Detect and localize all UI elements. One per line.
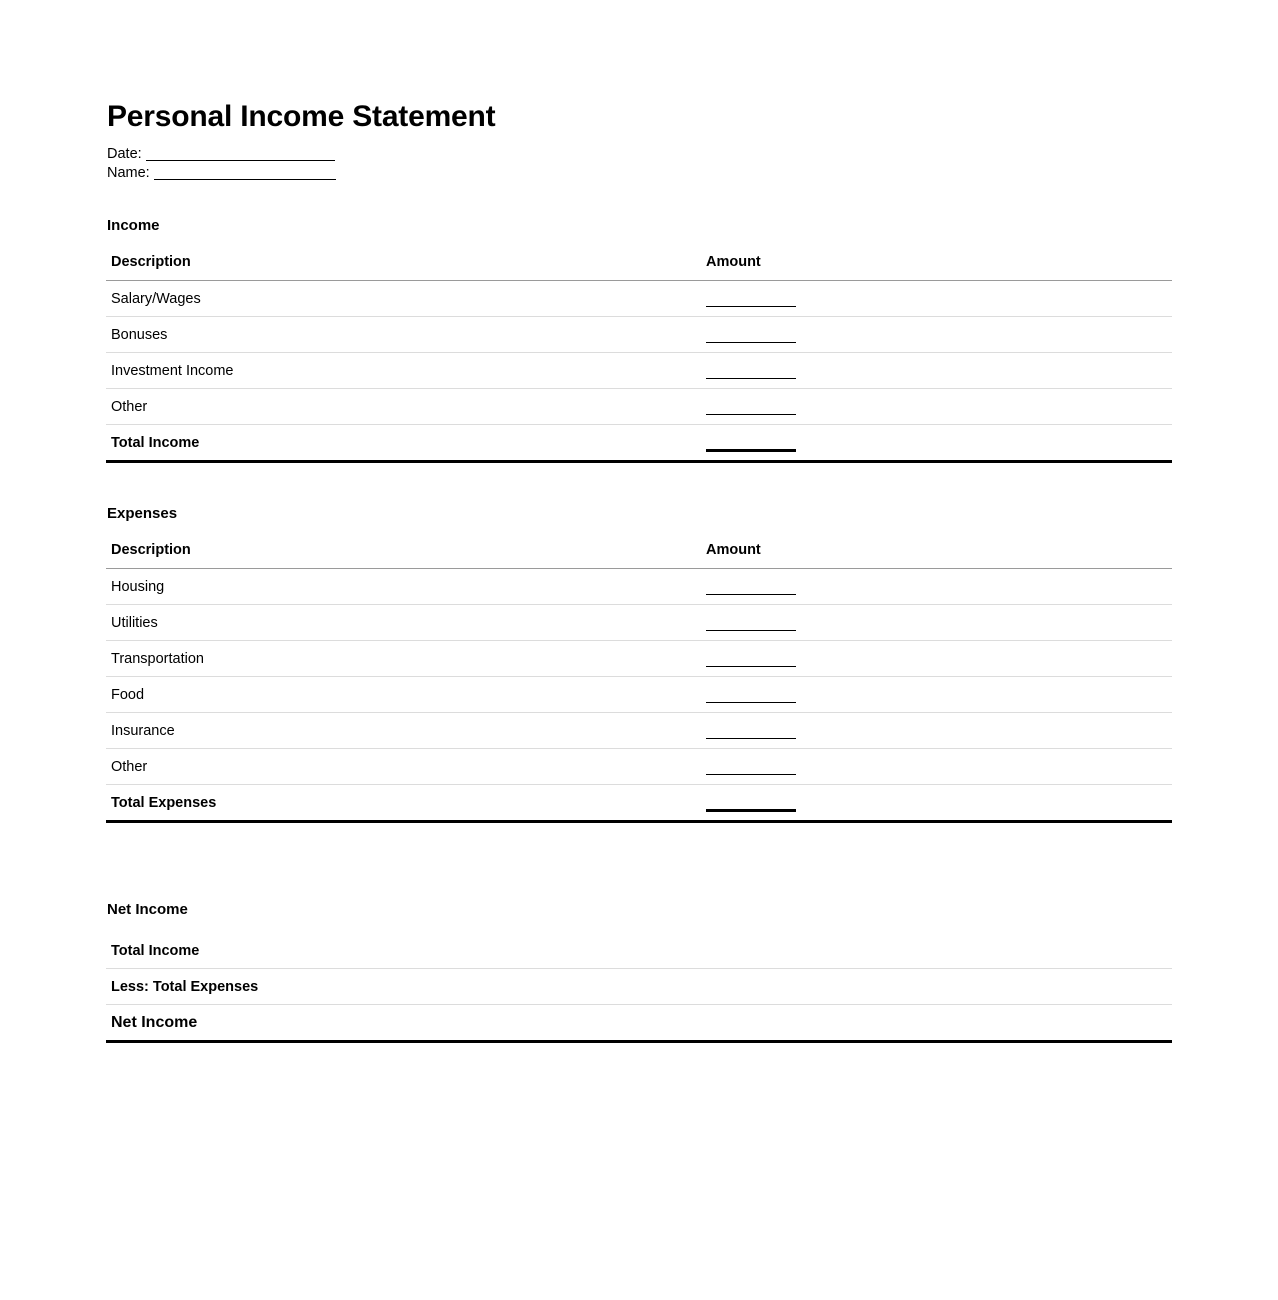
- income-row-amount-cell: [706, 353, 1172, 389]
- net-income-row-label: Total Income: [106, 933, 781, 969]
- section-income: [106, 217, 1172, 463]
- table-row: [106, 933, 1172, 969]
- expense-row-amount-cell: [706, 641, 1172, 677]
- income-table-header-row: [106, 249, 1172, 281]
- table-row: [106, 281, 1172, 317]
- income-amount-input-line[interactable]: [706, 414, 796, 415]
- section-heading-income: Income: [107, 217, 160, 234]
- expense-amount-input-line[interactable]: [706, 594, 796, 595]
- section-heading-net-income: Net Income: [107, 901, 188, 918]
- section-heading-expenses: Expenses: [107, 505, 178, 522]
- section-expenses: [106, 505, 1172, 823]
- expense-row-label: Utilities: [106, 605, 706, 641]
- net-income-total-label: Net Income: [106, 1005, 781, 1042]
- income-column-header-description: Description: [106, 249, 706, 281]
- income-row-amount-cell: [706, 281, 1172, 317]
- expenses-total-amount-cell: [706, 785, 1172, 822]
- expense-row-label: Other: [106, 749, 706, 785]
- expense-row-amount-cell: [706, 605, 1172, 641]
- income-row-label: Bonuses: [106, 317, 706, 353]
- expense-amount-input-line[interactable]: [706, 774, 796, 775]
- income-amount-input-line[interactable]: [706, 378, 796, 379]
- income-total-label: Total Income: [106, 425, 706, 462]
- income-row-amount-cell: [706, 317, 1172, 353]
- income-column-header-amount: Amount: [706, 249, 1172, 281]
- income-total-input-line[interactable]: [706, 449, 796, 452]
- name-field-row: [107, 164, 1172, 183]
- net-income-total-amount-cell: [781, 1005, 1172, 1042]
- expense-row-label: Insurance: [106, 713, 706, 749]
- section-net-income: [106, 901, 1172, 1043]
- table-row: [106, 969, 1172, 1005]
- income-table: [106, 249, 1172, 463]
- table-row: [106, 569, 1172, 605]
- date-input-line[interactable]: [146, 160, 335, 161]
- expenses-total-input-line[interactable]: [706, 809, 796, 812]
- net-income-row-amount-cell: [781, 933, 1172, 969]
- name-input-line[interactable]: [154, 179, 336, 180]
- net-income-row-label: Less: Total Expenses: [106, 969, 781, 1005]
- expense-row-amount-cell: [706, 569, 1172, 605]
- section-spacer: [106, 823, 1172, 901]
- expenses-table-header-row: [106, 537, 1172, 569]
- expense-amount-input-line[interactable]: [706, 666, 796, 667]
- page-title: Personal Income Statement: [107, 100, 496, 133]
- income-amount-input-line[interactable]: [706, 342, 796, 343]
- net-income-row-amount-cell: [781, 969, 1172, 1005]
- table-row: [106, 353, 1172, 389]
- date-field-row: [107, 145, 1172, 164]
- expense-amount-input-line[interactable]: [706, 702, 796, 703]
- income-total-amount-cell: [706, 425, 1172, 462]
- table-row: [106, 389, 1172, 425]
- income-row-label: Investment Income: [106, 353, 706, 389]
- table-row: [106, 749, 1172, 785]
- expenses-table: [106, 537, 1172, 823]
- expense-row-amount-cell: [706, 749, 1172, 785]
- expense-amount-input-line[interactable]: [706, 630, 796, 631]
- table-row: [106, 641, 1172, 677]
- expense-row-amount-cell: [706, 677, 1172, 713]
- income-total-row: [106, 425, 1172, 462]
- net-income-table: [106, 933, 1172, 1043]
- income-row-label: Other: [106, 389, 706, 425]
- form-meta-fields: [106, 145, 1172, 183]
- table-row: [106, 677, 1172, 713]
- expenses-total-row: [106, 785, 1172, 822]
- income-row-label: Salary/Wages: [106, 281, 706, 317]
- expenses-total-label: Total Expenses: [106, 785, 706, 822]
- expenses-column-header-description: Description: [106, 537, 706, 569]
- table-row: [106, 605, 1172, 641]
- expense-row-label: Food: [106, 677, 706, 713]
- income-amount-input-line[interactable]: [706, 306, 796, 307]
- expense-amount-input-line[interactable]: [706, 738, 796, 739]
- date-field-label: Date:: [107, 146, 142, 162]
- table-row: [106, 317, 1172, 353]
- name-field-label: Name:: [107, 165, 150, 181]
- net-income-total-row: [106, 1005, 1172, 1042]
- table-row: [106, 713, 1172, 749]
- expense-row-label: Transportation: [106, 641, 706, 677]
- document-body: [106, 100, 1172, 1043]
- expenses-column-header-amount: Amount: [706, 537, 1172, 569]
- income-row-amount-cell: [706, 389, 1172, 425]
- expense-row-amount-cell: [706, 713, 1172, 749]
- expense-row-label: Housing: [106, 569, 706, 605]
